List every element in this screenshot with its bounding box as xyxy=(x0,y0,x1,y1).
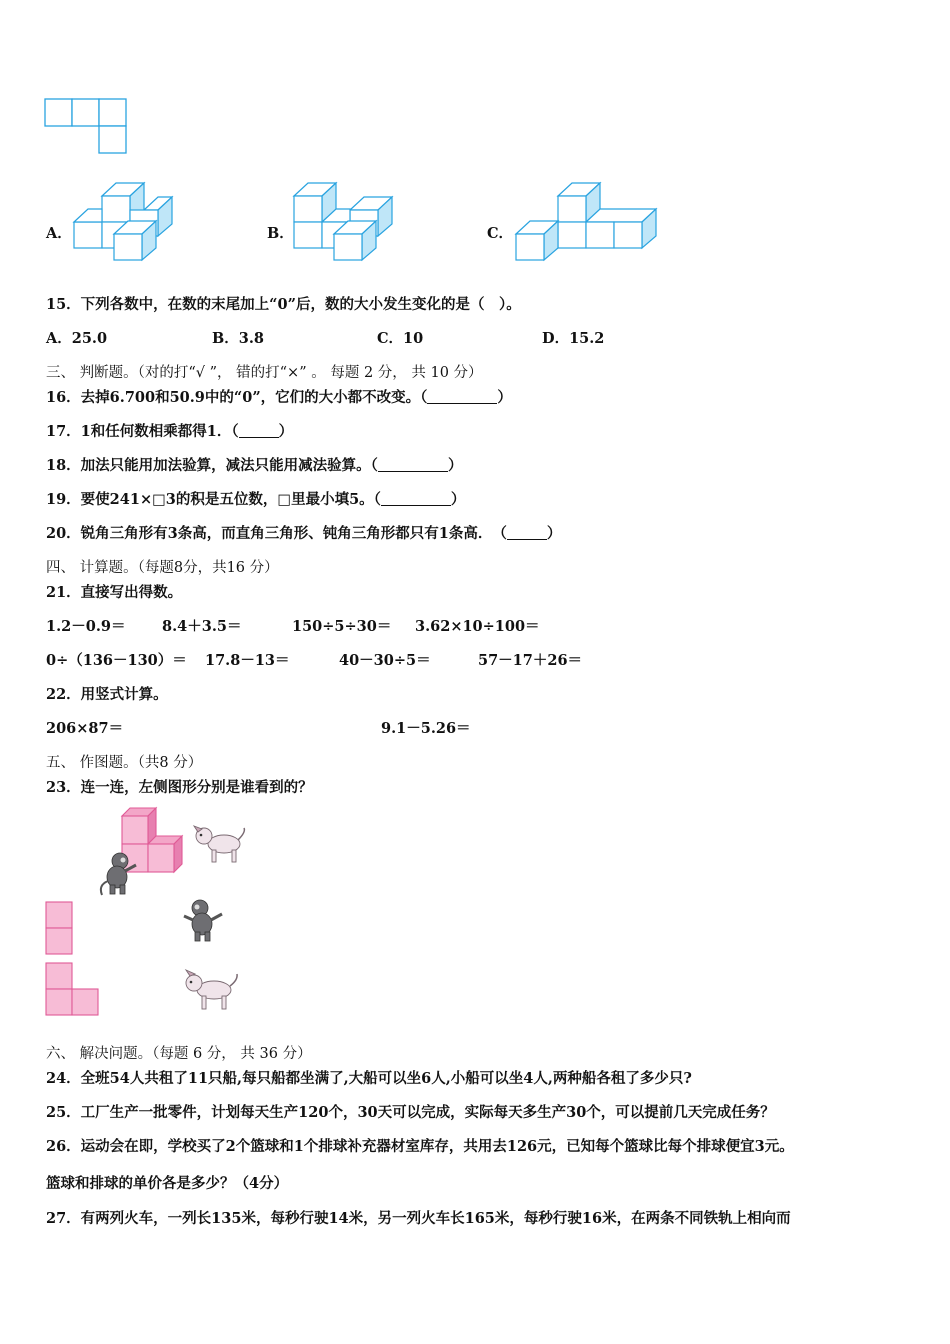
q17-close: ） xyxy=(278,423,294,440)
q14-option-b-cubes[interactable] xyxy=(292,182,402,264)
q26: 26．运动会在即，学校买了2个篮球和1个排球补充器材室库存，共用去126元，已知每个篮球比每个排球便宜3元。 xyxy=(46,1138,794,1155)
q14-option-c-label[interactable]: C． xyxy=(487,225,514,242)
q17-answer-blank[interactable] xyxy=(239,423,279,438)
q21-r2-c1: 0÷（136－130）＝ xyxy=(46,652,187,669)
q17 xyxy=(46,422,293,442)
q14-option-b-label[interactable]: B． xyxy=(267,225,294,242)
q24: 24．全班54人共租了11只船,每只船都坐满了,大船可以坐6人,小船可以坐4人,两种船各租了多少只? xyxy=(46,1070,692,1087)
q15-option-c[interactable]: C．10 xyxy=(377,330,424,347)
q18-text: 18．加法只能用加法验算，减法只能用减法验算。（ xyxy=(46,457,378,474)
q15-option-b[interactable]: B．3.8 xyxy=(212,330,264,347)
dog-icon xyxy=(190,822,248,864)
q14-option-c-cubes[interactable] xyxy=(514,182,664,264)
q19-close: ） xyxy=(450,491,466,508)
q15-option-a[interactable]: A．25.0 xyxy=(46,330,108,347)
q16-close: ） xyxy=(497,389,512,406)
q15-option-d[interactable]: D．15.2 xyxy=(542,330,605,347)
q14-option-a-cubes[interactable] xyxy=(72,182,182,264)
q20 xyxy=(46,524,561,544)
q21-stem: 21．直接写出得数。 xyxy=(46,584,183,601)
q20-text: 20．锐角三角形有3条高，而直角三角形、钝角三角形都只有1条高． （ xyxy=(46,525,507,542)
q19-answer-blank[interactable] xyxy=(381,491,451,506)
net-figure xyxy=(44,98,134,158)
view-figure-2[interactable] xyxy=(44,961,102,1017)
q21-r1-c4: 3.62×10÷100＝ xyxy=(415,618,540,635)
section3-heading: 三、 判断题。（对的打“√ ”， 错的打“×” 。 每题 2 分， 共 10 分） xyxy=(46,365,483,381)
q21-r2-c3: 40－30÷5＝ xyxy=(339,652,431,669)
q20-close: ） xyxy=(546,525,562,542)
section6-heading: 六、 解决问题。（每题 6 分， 共 36 分） xyxy=(46,1046,312,1062)
q21-r2-c4: 57－17＋26＝ xyxy=(478,652,583,669)
q18 xyxy=(46,456,462,476)
q18-close: ） xyxy=(447,457,463,474)
q14-option-a-label[interactable]: A． xyxy=(46,225,72,242)
q23-stem: 23．连一连，左侧图形分别是谁看到的？ xyxy=(46,779,313,796)
q16-answer-blank[interactable] xyxy=(427,389,497,404)
monkey-icon[interactable] xyxy=(180,898,226,944)
q17-text: 17．1和任何数相乘都得1．（ xyxy=(46,423,239,440)
q16 xyxy=(46,388,512,408)
q22-item-2: 9.1－5.26＝ xyxy=(381,720,471,737)
q15-stem: 15．下列各数中，在数的末尾加上“0”后，数的大小发生变化的是（ ）。 xyxy=(46,296,521,313)
q22-stem: 22．用竖式计算。 xyxy=(46,686,168,703)
q19 xyxy=(46,490,465,510)
q21-r2-c2: 17.8－13＝ xyxy=(205,652,290,669)
q21-r1-c2: 8.4＋3.5＝ xyxy=(162,618,242,635)
q27: 27．有两列火车，一列长135米，每秒行驶14米，另一列火车长165米，每秒行驶16米，在两条不同铁轨上相向而 xyxy=(46,1210,791,1227)
section5-heading: 五、 作图题。（共8 分） xyxy=(46,755,203,771)
dog-icon[interactable] xyxy=(180,968,242,1012)
monkey-icon xyxy=(94,851,140,897)
q22-item-1: 206×87＝ xyxy=(46,720,124,737)
q21-r1-c3: 150÷5÷30＝ xyxy=(292,618,392,635)
q26-continued: 篮球和排球的单价各是多少？（4分） xyxy=(46,1175,289,1192)
q20-answer-blank[interactable] xyxy=(507,525,547,540)
q16-text: 16．去掉6.700和50.9中的“0”，它们的大小都不改变。（ xyxy=(46,389,428,406)
q25: 25．工厂生产一批零件，计划每天生产120个，30天可以完成，实际每天多生产30个，可以提前几天完成任务？ xyxy=(46,1104,775,1121)
section4-heading: 四、 计算题。（每题8分，共16 分） xyxy=(46,560,279,576)
view-figure-1[interactable] xyxy=(44,900,76,956)
q18-answer-blank[interactable] xyxy=(378,457,448,472)
q21-r1-c1: 1.2－0.9＝ xyxy=(46,618,126,635)
q19-text: 19．要使241×□3的积是五位数，□里最小填5。（ xyxy=(46,491,381,508)
